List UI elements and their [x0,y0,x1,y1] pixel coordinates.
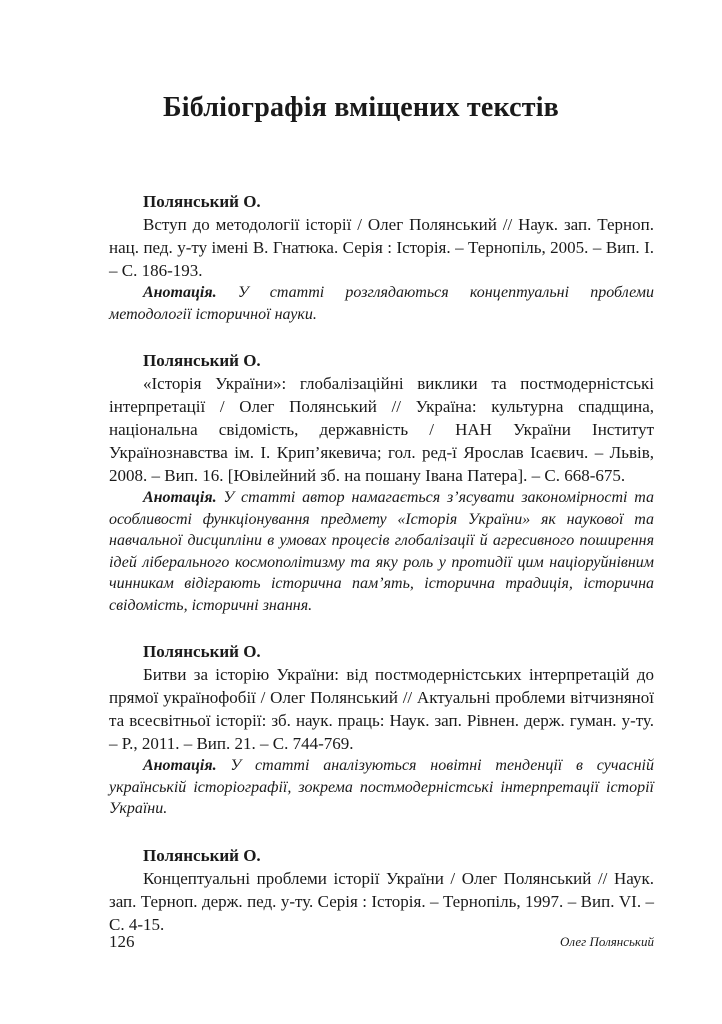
running-footer-author: Олег Полянський [560,934,654,949]
bibliography-entry [109,844,654,936]
annotation-text: У статті автор намагається з’ясувати закономірності та особливості функціонування предмету «Історія України» як наукової та навчальної дисципліни в умовах процесів глобалізації й агресивного поширення ідей ліберального космополітизму та яку роль у протидії цим націоруйнівним чинникам відіграють історична пам’ять, історична традиція, історична свідомість, історичні знання. [109,489,655,614]
annotation-label: Анотація. [143,284,217,301]
annotation-text: У статті аналізуються новітні тенденції в сучасній українській історіографії, зокрема постмодерністські інтерпретації історії України. [109,757,655,817]
bibliography-entry [109,640,654,820]
entry-annotation [109,755,654,820]
entry-citation: «Історія України»: глобалізаційні виклики та постмодерністські інтерпретації / Олег Полянський // Україна: культурна спадщина, національна свідомість, державність / НАН України Інститут Українознавства ім. І. Крип’якевича; гол. ред-ї Ярослав Ісаєвич. ‒ Львів, 2008. ‒ Вип. 16. [Ювілейний зб. на пошану Івана Патера]. ‒ С. 668-675. [109,374,654,485]
page-title: Бібліографія вміщених текстів [163,92,559,123]
page-number: 126 [109,932,135,951]
entry-author: Полянський О. [143,642,261,661]
bibliography-entry [109,190,654,325]
entry-author: Полянський О. [143,351,261,370]
entry-author: Полянський О. [143,192,261,211]
entry-annotation [109,487,654,616]
entry-citation: Концептуальні проблеми історії України / Олег Полянський // Наук. зап. Терноп. держ. пед. у-ту. Серія : Історія. ‒ Тернопіль, 1997. ‒ Вип. VI. ‒ С. 4-15. [109,868,654,934]
bibliography-list [109,190,654,960]
entry-annotation [109,282,654,325]
annotation-label: Анотація. [143,757,217,774]
bibliography-entry [109,349,654,616]
annotation-label: Анотація. [143,489,217,506]
annotation-text: У статті розглядаються концептуальні проблеми методології історичної науки. [109,284,654,323]
entry-citation: Битви за історію України: від постмодерністських інтерпретацій до прямої українофобії / Олег Полянський // Актуальні проблеми вітчизняної та всесвітньої історії: зб. наук. праць: Наук. зап. Рівнен. держ. гуман. у-ту. ‒ Р., 2011. ‒ Вип. 21. ‒ С. 744-769. [109,665,654,753]
entry-citation: Вступ до методології історії / Олег Полянський // Наук. зап. Терноп. нац. пед. у-ту імені В. Гнатюка. Серія : Історія. ‒ Тернопіль, 2005. ‒ Вип. I. ‒ С. 186-193. [109,215,654,280]
entry-author: Полянський О. [143,845,261,865]
